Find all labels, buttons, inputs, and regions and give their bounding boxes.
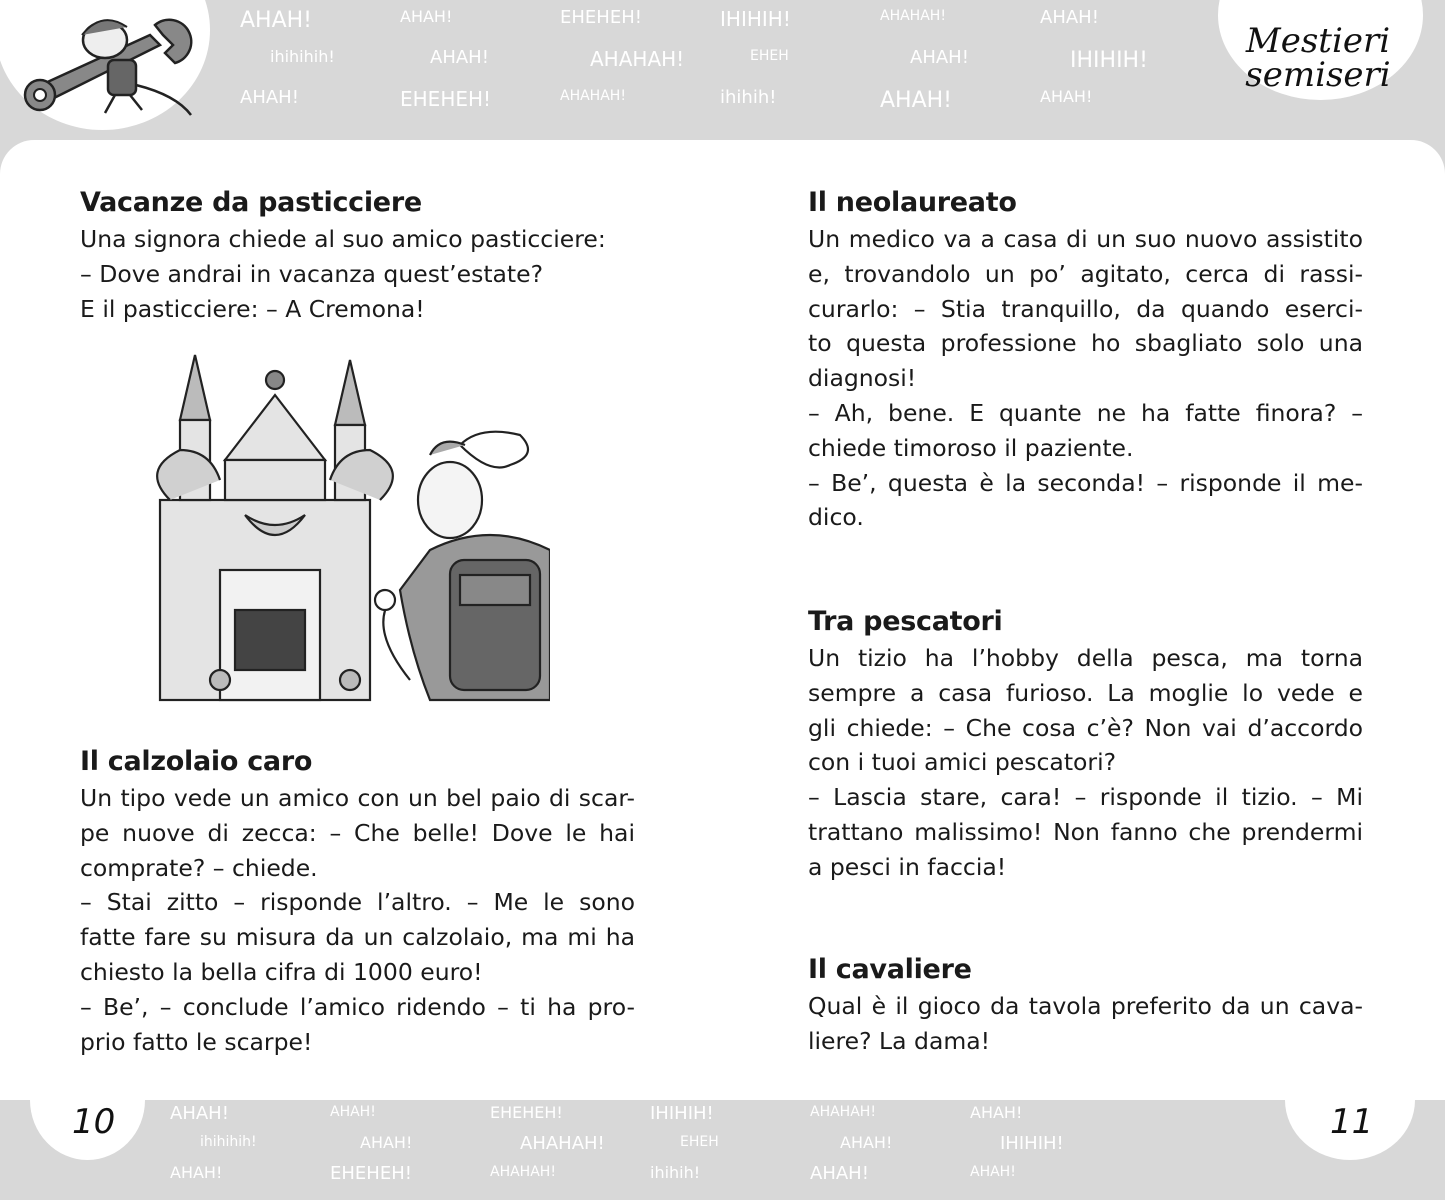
text-line: pe nuove di zecca: – Che belle! Dove le hai (80, 818, 635, 847)
background-doodle-word: AHAH! (240, 87, 299, 108)
background-doodle-word: AHAH! (400, 7, 453, 26)
text-line: – Be’, questa è la seconda! – risponde il me- (808, 468, 1363, 497)
background-doodle-word: AHAH! (970, 1103, 1023, 1122)
text-line: Una signora chiede al suo amico pasticciere: (80, 225, 606, 253)
background-doodle-word: AHAH! (240, 8, 313, 33)
text-line: – Lascia stare, cara! – risponde il tizio. – Mi (808, 783, 1363, 812)
joke-heading: Tra pescatori (808, 606, 1003, 637)
background-doodle-word: AHAHAH! (560, 88, 626, 104)
background-doodle-word: ihihih! (650, 1163, 701, 1182)
background-doodle-word: AHAH! (840, 1133, 893, 1152)
background-doodle-word: AHAH! (1040, 7, 1099, 28)
background-doodle-word: AHAH! (430, 47, 489, 68)
text-line: dico. (808, 503, 864, 532)
mouse-wrench-mascot-icon (20, 5, 210, 120)
joke-heading: Il calzolaio caro (80, 746, 313, 777)
page-number-left: 10 (72, 1102, 116, 1142)
background-doodle-word: EHEH (750, 48, 789, 64)
background-doodle-word: AHAH! (360, 1133, 413, 1152)
background-doodle-word: AHAHAH! (590, 47, 685, 71)
text-line: to questa professione ho sbagliato solo una (808, 329, 1363, 358)
text-line: chiesto la bella cifra di 1000 euro! (80, 957, 483, 986)
background-doodle-word: IHIHIH! (650, 1103, 714, 1124)
text-line: con i tuoi amici pescatori? (808, 748, 1117, 777)
joke-section (808, 605, 1363, 885)
text-line: diagnosi! (808, 364, 917, 393)
text-line: Un tizio ha l’hobby della pesca, ma torna (808, 644, 1363, 672)
text-line: prio fatto le scarpe! (80, 1027, 313, 1056)
text-line: liere? La dama! (808, 1026, 991, 1055)
section-title-line: Mestieri (1245, 21, 1391, 61)
background-doodle-word: AHAH! (880, 88, 953, 113)
background-doodle-word: AHAHAH! (810, 1104, 876, 1120)
background-doodle-word: AHAHAH! (880, 8, 946, 24)
background-doodle-word: IHIHIH! (1000, 1133, 1064, 1154)
section-title-line: semiseri (1245, 55, 1391, 95)
background-doodle-word: ihihihih! (270, 47, 335, 66)
background-doodle-word: AHAH! (170, 1163, 223, 1182)
cathedral-pastry-chef-illustration (150, 350, 550, 725)
text-line: – Stai zitto – risponde l’altro. – Me le sono (80, 888, 635, 917)
joke-heading: Vacanze da pasticciere (80, 187, 422, 218)
background-doodle-word: EHEHEH! (560, 7, 642, 28)
background-doodle-word: AHAH! (170, 1103, 229, 1124)
text-line: sempre a casa furioso. La moglie lo vede e (808, 678, 1363, 707)
text-line: – Dove andrai in vacanza quest’estate? (80, 259, 544, 288)
background-doodle-word: AHAHAH! (520, 1133, 605, 1154)
joke-heading: Il cavaliere (808, 954, 972, 985)
background-doodle-word: ihihihih! (200, 1134, 257, 1150)
joke-section (808, 953, 1363, 1059)
text-line: chiede timoroso il paziente. (808, 433, 1134, 462)
background-doodle-word: IHIHIH! (720, 7, 791, 31)
text-line: – Be’, – conclude l’amico ridendo – ti ha pro- (80, 992, 635, 1021)
background-doodle-word: IHIHIH! (1070, 48, 1148, 73)
background-doodle-word: AHAH! (330, 1104, 376, 1120)
background-doodle-word: EHEHEH! (490, 1103, 563, 1122)
text-line: gli chiede: – Che cosa c’è? Non vai d’accordo (808, 713, 1363, 742)
background-doodle-word: EHEHEH! (330, 1163, 412, 1184)
background-doodle-word: AHAH! (970, 1164, 1016, 1180)
section-title (1238, 21, 1398, 95)
text-line: Qual è il gioco da tavola preferito da un cava- (808, 992, 1363, 1020)
text-line: Un medico va a casa di un suo nuovo assistito (808, 225, 1363, 253)
text-line: comprate? – chiede. (80, 853, 318, 882)
background-doodle-word: AHAH! (910, 47, 969, 68)
text-line: trattano malissimo! Non fanno che prendermi (808, 817, 1363, 846)
joke-heading: Il neolaureato (808, 187, 1017, 218)
text-line: a pesci in faccia! (808, 852, 1007, 881)
text-line: e, trovandolo un po’ agitato, cerca di rassi- (808, 259, 1363, 288)
joke-section (80, 186, 635, 326)
background-doodle-word: EHEHEH! (400, 87, 492, 111)
text-line: curarlo: – Stia tranquillo, da quando eserci- (808, 294, 1363, 323)
background-doodle-word: ihihih! (720, 87, 777, 108)
text-line: E il pasticciere: – A Cremona! (80, 294, 425, 323)
background-doodle-word: AHAHAH! (490, 1164, 556, 1180)
text-line: fatte fare su misura da un calzolaio, ma mi ha (80, 923, 635, 952)
background-doodle-word: AHAH! (810, 1163, 869, 1184)
text-line: Un tipo vede un amico con un bel paio di scar- (80, 784, 635, 812)
text-line: – Ah, bene. E quante ne ha fatte finora? – (808, 398, 1363, 427)
joke-section (80, 745, 635, 1059)
footer-band (0, 1100, 1445, 1200)
background-doodle-word: EHEH (680, 1134, 719, 1150)
background-doodle-word: AHAH! (1040, 87, 1093, 106)
page-number-right: 11 (1330, 1102, 1374, 1142)
joke-section (808, 186, 1363, 535)
